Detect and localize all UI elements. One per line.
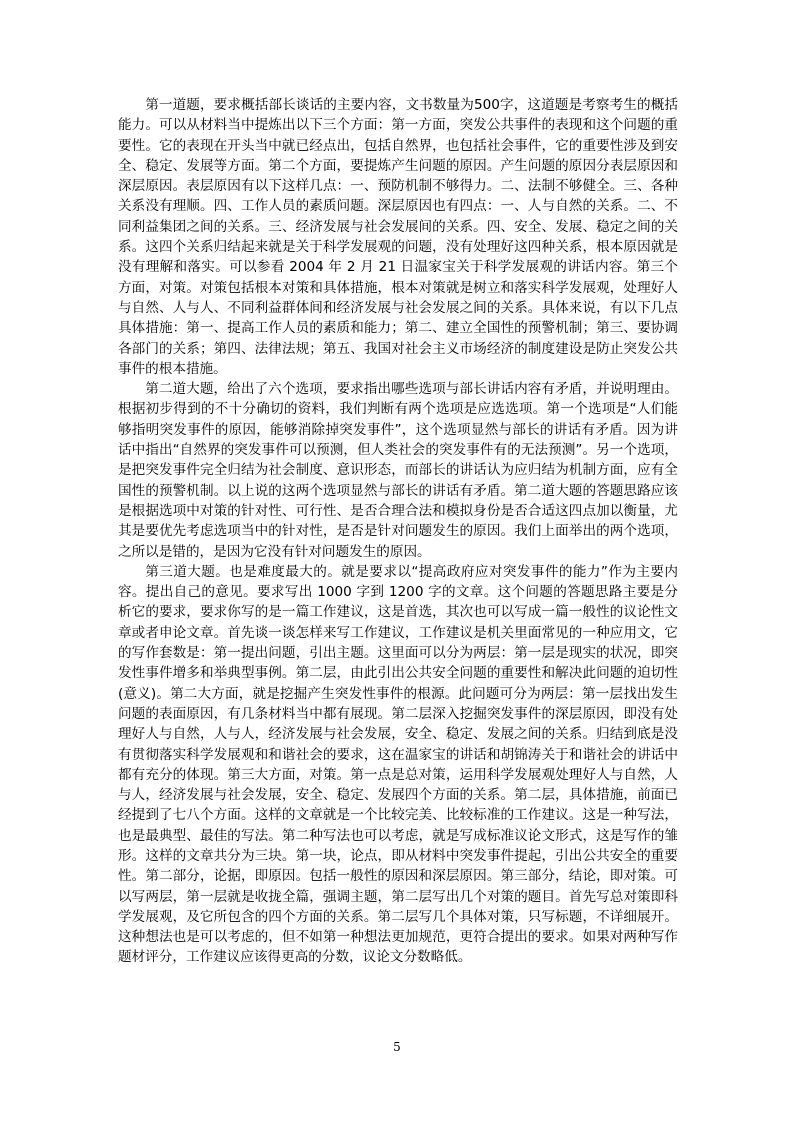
page-number: 5: [393, 1040, 401, 1054]
paragraph-question-1: 第一道题，要求概括部长谈话的主要内容，文书数量为500字，这道题是考察考生的概括能力。可以从材料当中提炼出以下三个方面：第一方面，突发公共事件的表现和这个问题的重要性。它的表现在开头当中就已经点出，包括自然界，也包括社会事件，它的重要性涉及到安全、稳定、发展等方面。第二个方面，要提炼产生问题的原因。产生问题的原因分表层原因和深层原因。表层原因有以下这样几点：一、预防机制不够得力。二、法制不够健全。三、各种关系没有理顺。四、工作人员的素质问题。深层原因也有四点：一、人与自然的关系。二、不同利益集团之间的关系。三、经济发展与社会发展间的关系。四、安全、发展、稳定之间的关系。这四个关系归结起来就是关于科学发展观的问题，没有处理好这四种关系，根本原因就是没有理解和落实。可以参看 2004 年 2 月 21 日温家宝关于科学发展观的讲话内容。第三个方面，对策。对策包括根本对策和具体措施，根本对策就是树立和落实科学发展观，处理好人与自然、人与人、不同利益群体间和经济发展与社会发展之间的关系。具体来说，有以下几点具体措施：第一、提高工作人员的素质和能力；第二、建立全国性的预警机制；第三、要协调各部门的关系；第四、法律法规；第五、我国对社会主义市场经济的制度建设是防止突发公共事件的根本措施。: [118, 97, 678, 377]
paragraph-question-2: 第二道大题，给出了六个选项，要求指出哪些选项与部长讲话内容有矛盾，并说明理由。根据初步得到的不十分确切的资料，我们判断有两个选项是应选选项。第一个选项是“人们能够指明突发事件的原因，能够消除掉突发事件”，这个选项显然与部长的讲话有矛盾。因为讲话中指出“自然界的突发事件可以预测，但人类社会的突发事件有的无法预测”。另一个选项，是把突发事件完全归结为社会制度、意识形态，而部长的讲话认为应归结为机制方面，应有全国性的预警机制。以上说的这两个选项显然与部长的讲话有矛盾。第二道大题的答题思路应该是根据选项中对策的针对性、可行性、是否合理合法和模拟身份是否合适这四点加以衡量，尤其是要优先考虑选项当中的针对性，是否是针对问题发生的原因。我们上面举出的两个选项，之所以是错的，是因为它没有针对问题发生的原因。: [118, 381, 678, 560]
paragraph-question-3: 第三道大题。也是难度最大的。就是要求以“提高政府应对突发事件的能力”作为主要内容。提出自己的意见。要求写出 1000 字到 1200 字的文章。这个问题的答题思路主要是分析它的要求，要求你写的是一篇工作建议，这是首选，其次也可以写成一篇一般性的议论性文章或者申论文章。首先谈一谈怎样来写工作建议，工作建议是机关里面常见的一种应用文，它的写作套数是：第一提出问题，引出主题。这里面可以分为两层：第一层是现实的状况，即突发性事件增多和举典型事例。第二层，由此引出公共安全问题的重要性和解决此问题的迫切性(意义)。第二大方面，就是挖掘产生突发性事件的根源。此问题可分为两层：第一层找出发生问题的表面原因，有几条材料当中都有展现。第二层深入挖掘突发事件的深层原因，即没有处理好人与自然，人与人，经济发展与社会发展，安全、稳定、发展之间的关系。归结到底是没有贯彻落实科学发展观和和谐社会的要求，这在温家宝的讲话和胡锦涛关于和谐社会的讲话中都有充分的体现。第三大方面，对策。第一点是总对策，运用科学发展观处理好人与自然，人与人，经济发展与社会发展，安全、稳定、发展四个方面的关系。第二层，具体措施，前面已经提到了七八个方面。这样的文章就是一个比较完美、比较标准的工作建议。这是一种写法，也是最典型、最佳的写法。第二种写法也可以考虑，就是写成标准议论文形式，这是写作的雏形。这样的文章共分为三块。第一块，论点，即从材料中突发事件提起，引出公共安全的重要性。第二部分，论据，即原因。包括一般性的原因和深层原因。第三部分，结论，即对策。可以写两层，第一层就是收拢全篇，强调主题，第二层写出几个对策的题目。首先写总对策即科学发展观，及它所包含的四个方面的关系。第二层写几个具体对策，只写标题，不详细展开。这种想法也是可以考虑的，但不如第一种想法更加规范，更符合提出的要求。如果对两种写作题材评分，工作建议应该得更高的分数，议论文分数略低。: [118, 563, 678, 966]
document-body: [118, 95, 678, 968]
